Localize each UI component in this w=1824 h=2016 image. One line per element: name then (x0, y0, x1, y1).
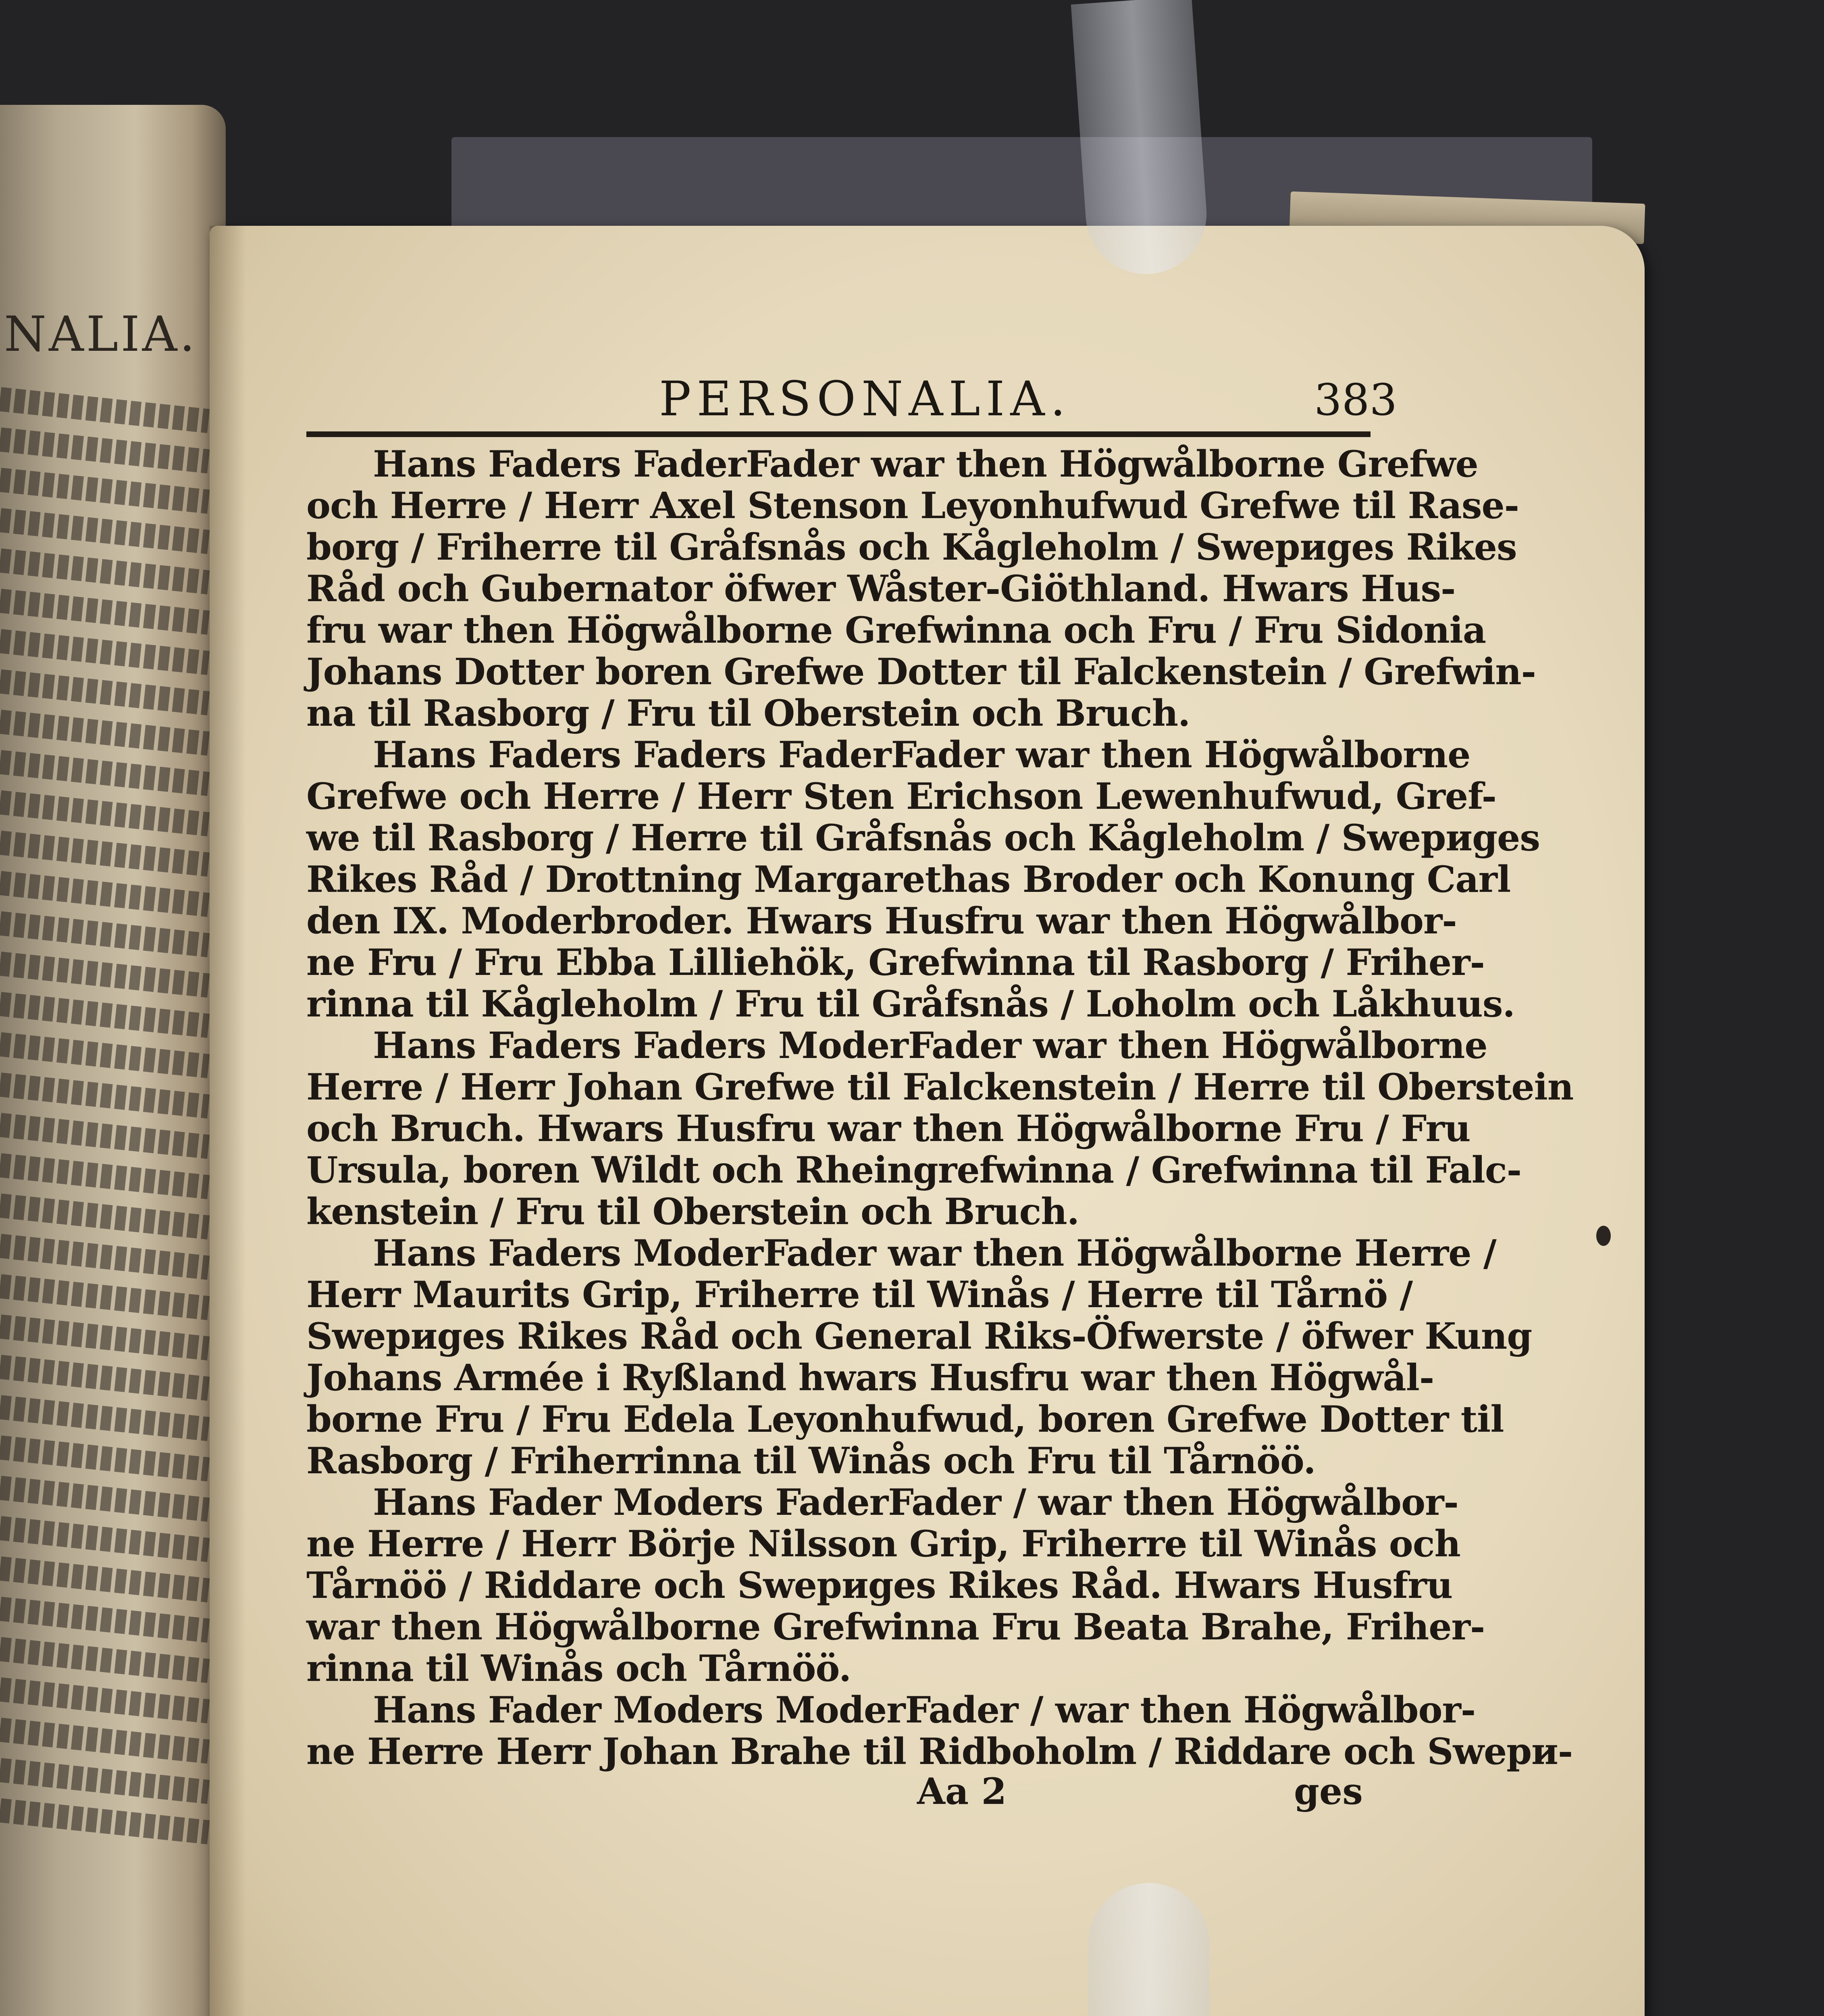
right-page (210, 226, 1645, 2016)
text-line: borg / Friherre til Gråfsnås och Kågleholm / Swериges Rikes (306, 526, 1517, 569)
left-page-text-line (0, 1798, 210, 1844)
left-page-text-line (0, 1113, 210, 1159)
left-page (0, 105, 226, 2016)
left-page-text-line (0, 1153, 210, 1199)
left-page-text-line (0, 508, 210, 554)
text-line: och Bruch. Hwars Husfru war then Högwålborne Fru / Fru (306, 1107, 1470, 1150)
left-page-text-line (0, 1355, 210, 1401)
left-page-text-line (0, 992, 210, 1038)
left-page-text-line (0, 1032, 210, 1078)
left-page-text-line (0, 1193, 210, 1239)
left-page-text-line (0, 1758, 210, 1804)
left-page-text-line (0, 1597, 210, 1643)
text-line: Hans Faders Faders ModerFader war then Högwålborne (373, 1024, 1487, 1067)
text-line: fru war then Högwålborne Grefwinna och Fru / Fru Sidonia (306, 609, 1486, 652)
text-line: ne Herre Herr Johan Brahe til Ridboholm / Riddare och Swери- (306, 1730, 1573, 1773)
text-line: och Herre / Herr Axel Stenson Leyonhufwud Grefwe til Rase- (306, 484, 1519, 527)
left-page-running-head: NALIA. (4, 306, 198, 362)
text-line: borne Fru / Fru Edela Leyonhufwud, boren Grefwe Dotter til (306, 1398, 1504, 1441)
text-line: we til Rasborg / Herre til Gråfsnås och Kågleholm / Swериges (306, 816, 1540, 859)
left-page-text-line (0, 1516, 210, 1562)
left-page-text-line (0, 1395, 210, 1441)
page-gutter-shadow (210, 226, 246, 2016)
text-line: kenstein / Fru til Oberstein och Bruch. (306, 1190, 1079, 1233)
text-line: Hans Faders Faders FaderFader war then Högwålborne (373, 733, 1470, 776)
left-page-text-line (0, 669, 210, 715)
left-page-text-line (0, 1718, 210, 1764)
left-page-text-line (0, 1314, 210, 1360)
left-page-text-line (0, 1435, 210, 1481)
text-line: Hans Fader Moders ModerFader / war then Högwålbor- (373, 1689, 1476, 1731)
text-line: rinna til Kågleholm / Fru til Gråfsnås / Loholm och Låkhuus. (306, 983, 1515, 1025)
left-page-text-line (0, 1073, 210, 1118)
text-line: war then Högwålborne Grefwinna Fru Beata Brahe, Friher- (306, 1606, 1485, 1648)
page-clip-top (1071, 0, 1211, 278)
text-line: den IX. Moderbroder. Hwars Husfru war then Högwålbor- (306, 900, 1457, 942)
left-page-text-line (0, 710, 210, 756)
catchword: ges (1294, 1770, 1363, 1813)
left-page-text-line (0, 871, 210, 917)
text-line: Hans Faders ModerFader war then Högwålborne Herre / (373, 1232, 1496, 1275)
left-page-text-line (0, 1677, 210, 1723)
left-page-text-line (0, 1274, 210, 1320)
running-head: PERSONALIA. (659, 371, 1071, 427)
text-line: Tårnöö / Riddare och Swериges Rikes Råd. Hwars Husfru (306, 1564, 1453, 1607)
left-page-text-line (0, 911, 210, 957)
left-page-text-line (0, 1476, 210, 1522)
text-line: Herr Maurits Grip, Friherre til Winås / Herre til Tårnö / (306, 1273, 1413, 1316)
text-line: Herre / Herr Johan Grefwe til Falckenstein / Herre til Oberstein (306, 1066, 1574, 1108)
left-page-text-line (0, 387, 210, 433)
text-line: Rasborg / Friherrinna til Winås och Fru til Tårnöö. (306, 1439, 1316, 1482)
text-line: Råd och Gubernator öfwer Wåster-Giöthland. Hwars Hus- (306, 567, 1456, 610)
text-line: Hans Fader Moders FaderFader / war then Högwålbor- (373, 1481, 1458, 1524)
page-clip-bottom (1088, 1883, 1209, 2016)
page-edge-mark (1596, 1226, 1611, 1246)
left-page-text-line (0, 831, 210, 877)
left-page-text-line (0, 589, 210, 635)
left-page-text-line (0, 790, 210, 836)
left-page-text-line (0, 1556, 210, 1602)
text-line: na til Rasborg / Fru til Oberstein och Bruch. (306, 692, 1190, 735)
left-page-text-line (0, 548, 210, 594)
left-page-text-line (0, 750, 210, 796)
signature-mark: Aa 2 (917, 1770, 1007, 1813)
text-line: Johans Armée i Ryßland hwars Husfru war then Högwål- (306, 1356, 1434, 1399)
text-line: Johans Dotter boren Grefwe Dotter til Falckenstein / Grefwin- (306, 650, 1536, 693)
body-text (306, 443, 1574, 1773)
text-line: Rikes Råd / Drottning Margarethas Broder och Konung Carl (306, 858, 1511, 901)
text-line: rinna til Winås och Tårnöö. (306, 1647, 851, 1690)
text-line: Grefwe och Herre / Herr Sten Erichson Lewenhufwud, Gref- (306, 775, 1497, 818)
text-line: Swериges Rikes Råd och General Riks-Öfwerste / öfwer Kung (306, 1315, 1532, 1358)
left-page-text-line (0, 952, 210, 998)
left-page-text-line (0, 1234, 210, 1280)
header-rule (306, 431, 1371, 437)
left-page-text-line (0, 629, 210, 675)
text-line: ne Herre / Herr Börje Nilsson Grip, Friherre til Winås och (306, 1522, 1460, 1565)
page-number: 383 (1314, 375, 1398, 425)
left-page-text-line (0, 468, 210, 514)
text-line: Ursula, boren Wildt och Rheingrefwinna / Grefwinna til Falc- (306, 1149, 1522, 1191)
left-page-text-line (0, 1637, 210, 1683)
text-line: ne Fru / Fru Ebba Lilliehök, Grefwinna til Rasborg / Friher- (306, 941, 1485, 984)
left-page-text-line (0, 427, 210, 473)
text-line: Hans Faders FaderFader war then Högwålborne Grefwe (373, 443, 1478, 485)
